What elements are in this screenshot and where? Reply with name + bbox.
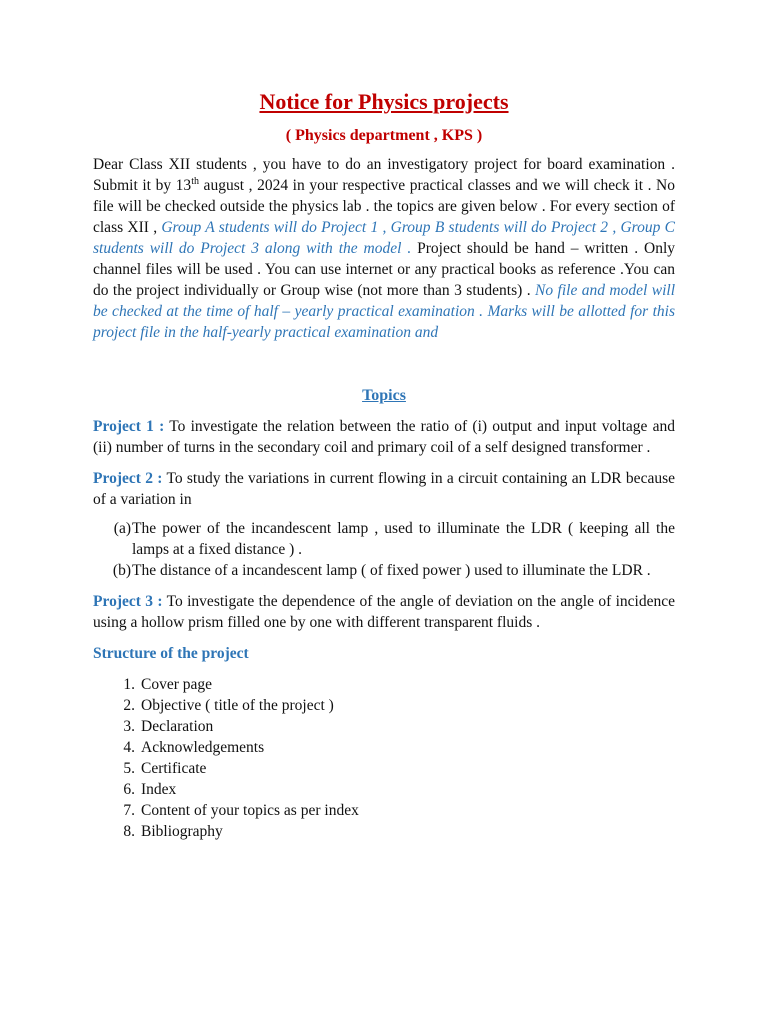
- project-3-label: Project 3 :: [93, 593, 163, 610]
- group-assignment-text: Group A students will do Project 1 , Group B students will do Project 2 , Group C students will do Project 3 along with the model .: [93, 219, 675, 257]
- list-item-text: The power of the incandescent lamp , used to illuminate the LDR ( keeping all the lamps at a fixed distance ) .: [132, 520, 675, 558]
- list-item: [93, 779, 675, 800]
- list-item: [93, 716, 675, 737]
- list-item-text: Cover page: [141, 676, 213, 693]
- project-1: [93, 416, 675, 458]
- project-3-text: To investigate the dependence of the angle of deviation on the angle of incidence using a hollow prism filled one by one with different transparent fluids .: [93, 593, 676, 631]
- project-1-label: Project 1 :: [93, 418, 165, 435]
- list-item: [93, 518, 675, 560]
- project-2-sublist: [93, 518, 675, 581]
- project-1-text: To investigate the relation between the ratio of (i) output and input voltage and (ii) number of turns in the secondary coil and primary coil of a self designed transformer .: [93, 418, 676, 456]
- list-item-text: Bibliography: [141, 823, 223, 840]
- list-item-text: The distance of a incandescent lamp ( of fixed power ) used to illuminate the LDR .: [132, 562, 651, 579]
- list-item-text: Objective ( title of the project ): [141, 697, 334, 714]
- topics-heading: Topics: [362, 387, 406, 404]
- list-number: 3.: [123, 718, 135, 735]
- evaluation-note-text: No file and model will be checked at the time of half – yearly practical examination . Marks will be allotted for this project file in the half-yearly practical examination and: [93, 282, 675, 341]
- structure-list: [93, 674, 675, 842]
- list-item-text: Content of your topics as per index: [141, 802, 359, 819]
- intro-text-3: Project should be hand – written . Only channel files will be used . You can use internet or any practical books as reference .You can do the project individually or Group wise (not more than 3 students) .: [93, 240, 675, 299]
- document-content: [93, 88, 675, 842]
- list-item: [93, 800, 675, 821]
- list-item: [93, 674, 675, 695]
- page-title: Notice for Physics projects: [259, 89, 509, 114]
- list-item-text: Index: [141, 781, 177, 798]
- list-marker: (b): [112, 562, 131, 579]
- list-number: 6.: [123, 781, 135, 798]
- list-number: 1.: [123, 676, 135, 693]
- list-item-text: Certificate: [141, 760, 207, 777]
- project-3: [93, 591, 675, 633]
- list-item: [93, 695, 675, 716]
- list-item: [93, 758, 675, 779]
- list-number: 2.: [123, 697, 135, 714]
- list-item: [93, 737, 675, 758]
- intro-paragraph: [93, 154, 675, 343]
- list-number: 8.: [123, 823, 135, 840]
- list-number: 4.: [123, 739, 135, 756]
- list-number: 7.: [123, 802, 135, 819]
- list-item: [93, 560, 675, 581]
- project-2: [93, 468, 675, 510]
- intro-text-2: august , 2024 in your respective practical classes and we will check it . No file will be checked outside the physics lab . the topics are given below . For every section of class XII ,: [93, 177, 675, 236]
- date-superscript: th: [191, 175, 199, 187]
- list-item-text: Acknowledgements: [141, 739, 265, 756]
- list-item: [93, 821, 675, 842]
- structure-heading: Structure of the project: [93, 645, 249, 662]
- list-item-text: Declaration: [141, 718, 214, 735]
- project-2-label: Project 2 :: [93, 470, 163, 487]
- list-number: 5.: [123, 760, 135, 777]
- project-2-text: To study the variations in current flowing in a circuit containing an LDR because of a variation in: [93, 470, 675, 508]
- intro-text-1: Dear Class XII students , you have to do an investigatory project for board examination . Submit it by 13: [93, 156, 675, 194]
- page-subtitle: ( Physics department , KPS ): [285, 127, 483, 144]
- list-marker: (a): [113, 520, 131, 537]
